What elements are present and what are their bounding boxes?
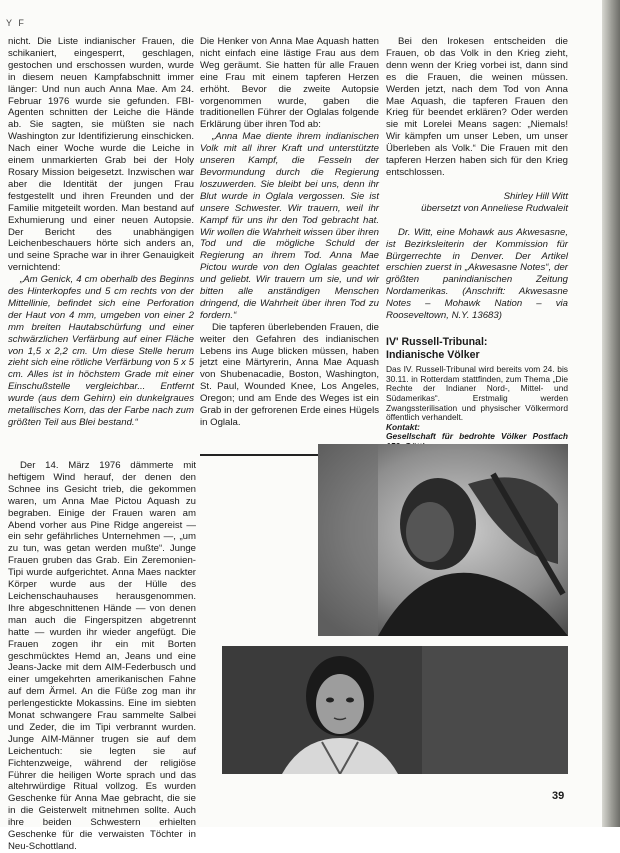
tribunal-box-text	[386, 365, 568, 451]
photo-singer	[318, 444, 568, 636]
column-1	[8, 36, 194, 429]
translator-credit: übersetzt von Anneliese Rudwaleit	[421, 202, 568, 214]
photo-singer-image	[318, 444, 568, 636]
column-2-paragraph: Die Henker von Anna Mae Aquash hatten nicht einfach eine lästige Frau aus dem Weg geräumt. Sie hatten für alle Frauen eine Frau mit einem tapferen Herzen erhöht. Bevor die zweite Autopsie vorgenommen wurde, gaben die traditionellen Führer der Oglalas folgende Erklärung über ihren Tod ab:	[200, 36, 379, 131]
oglala-statement-quote: „Anna Mae diente ihrem indianischen Volk mit all ihrer Kraft und unterstützte unseren Kampf, die Fesseln der Bevormundung durch die Regierung loszuwerden. Sie bleibt bei uns, denn ihr Blut wurde in Oglala vergossen. Sie ist unsere Schwester. Wir trauern, weil ihr Kampf für uns ihr den Tod gebracht hat. Wir wollen die Wahrheit wissen über ihren Tod und die mögliche Schuld der Regierung an ihrem Tod. Anna Mae Pictou wurde von den Oglalas geachtet und geliebt. Wir trauern um sie, und wir bitten alle anständigen Menschen dringend, die Wahrheit über ihren Tod zu fordern.“	[200, 131, 379, 321]
tribunal-box-title	[386, 336, 568, 361]
column-1-paragraph: nicht. Die Liste indianischer Frauen, die schikaniert, eingesperrt, geschlagen, gestochen und erschossen wurden, wurde in diesem neuen Kampfabschnitt immer länger: Und nun auch Anna Mae. Am 24. Februar 1976 wurde sie gefunden. FBI-Agenten schnitten der Leiche die Hände ab. Sie sagten, sie müßten sie nach Washington zur Identifizierung einschicken. Nach einer Woche wurde die Leiche in einem unmarkierten Grab bei der Holy Rosary Mission beigesetzt. Inzwischen war aber die Identität der jungen Frau festgestellt und ihren Freunden und der Familie mitgeteilt worden. Man bestand auf Exhumierung und einer neuen Autopsie. Der Bericht des unabhängigen Leichenbeschauers hörte sich anders an, und seine Sprache war in ihrer Genauigkeit vernichtend:	[8, 36, 194, 274]
page-edge-shadow	[602, 0, 620, 827]
tribunal-title-line-1: IV' Russell-Tribunal:	[386, 335, 488, 348]
author-note: Dr. Witt, eine Mohawk aus Akwesasne, ist Bezirksleiterin der Kommission für Bürgerrechte in Denver. Der Artikel erschien zuerst in „Akwesasne Notes“, der größten panindianischen Zeitung Nordamerikas. (Anschrift: Akwesasne Notes – Mohawk Nation – via Rooseveltown, N.Y. 13683)	[386, 226, 568, 322]
author-name: Shirley Hill Witt	[503, 190, 568, 202]
column-3-paragraph: Bei den Irokesen entscheiden die Frauen, ob das Volk in den Krieg zieht, denn wenn der Krieg vorbei ist, dann sind es die Frauen, die weinen müssen. Werden jetzt, nach dem Tod von Anna Mae Aquash, die tapferen Frauen den Krieg für beendet erklären? Oder werden sie mit Lorelei Means sagen: „Niemals! Wir kämpfen um unser Leben, um unser Überleben als Volk.“ Die Frauen mit den tapferen Herzen haben sich für den Krieg entschlossen.	[386, 36, 568, 178]
column-2-closing: Die tapferen überlebenden Frauen, die weiter den Gefahren des indianischen Lebens ins Auge blicken müssen, haben jetzt eine Märtyrerin, Anna Mae Aquash von Shubenacadie, Boston, Washington, St. Paul, Wounded Knee, Los Angeles, Oregon; und am Ende des Weges ist ein Grab in der gefrorenen Erde eines Hügels in Oglala.	[200, 321, 379, 428]
photo-portrait-image	[222, 646, 568, 774]
contact-address: Gesellschaft für bedrohte Völker Postfach	[386, 431, 568, 442]
tribunal-title-line-2: Indianische Völker	[386, 348, 480, 361]
contact-label: Kontakt:	[386, 421, 420, 432]
column-3	[386, 36, 568, 451]
column-1-bottom	[8, 460, 196, 853]
autopsy-quote: „Am Genick, 4 cm oberhalb des Beginns des Hinterkopfes und 5 cm rechts von der Mittellinie, befindet sich eine Perforation der Haut von 4 mm, umgeben von einer 2 mm breiten Hautabschürfung und einer schwärzlichen Verfärbung auf einer Fläche von 1,5 x 2,2 cm. Um diese Stelle herum zieht sich eine rötliche Verfärbung von 5 x 5 cm. Alles ist in höchstem Grade mit einer Einschußstelle vergleichbar... Entfernt wurde (aus dem Gehirn) ein dunkelgraues metallisches Korn, das der Farbe nach zum größten Teil aus Blei bestand.“	[8, 274, 194, 428]
burial-paragraph: Der 14. März 1976 dämmerte mit heftigem Wind herauf, der denen den Schnee ins Gesicht trieb, die gekommen waren, um Anna Mae Pictou Aquash zu begraben. Einige der Frauen waren am Abend vorher aus Pine Ridge angereist — ein sehr gefährliches Unternehmen —, „um zu tun, was getan werden mußte“. Junge Frauen gruben das Grab. Ein Zeremonien-Tipi wurde aufgerichtet. Anna Maes nackter Körper wurde aus der Hülle des Leichenschauhauses herausgenommen. Ihre abgeschnittenen Hände — von denen man auch die Fingerspitzen abgetrennt hatte — wurden ihr wieder angefügt. Die Frauen zogen ihr ein mit Borten geschmücktes Hemd an, Jeans und eine Jeans-Jacke mit dem AIM-Federbusch und einer umgekehrten amerikanischen Fahne auf dem Ärmel. An die Füße zog man ihr perlengestickte Mokassins. Eine im siebten Monat schwangere Frau sammelte Salbei und Zeder, die im Tipi verbrannt wurden. Junge AIM-Männer trugen sie auf dem Leichentuch: sie legten sie auf Fichtenzweige, während der religiöse Führer die heiligen Worte sprach und das altehrwürdige Ritual vollzog. Es wurden Geschenke für Anna Mae gebracht, die sie in die Geisterwelt mitnehmen sollte. Auch ihre beiden Schwestern erhielten Geschenke für die verwaisten Töchter in Neu-Schottland.	[8, 460, 196, 852]
tribunal-description: Das IV. Russell-Tribunal wird bereits vom 24. bis 30.11. in Rotterdam stattfinden, zum Thema „Die Rechte der Indianer Nord-, Mittel- und Südamerikas“. Erstmalig werden Zwangssterilisation und physischer Völkermord öffentlich verhandelt.	[386, 364, 568, 423]
column-2	[200, 36, 379, 429]
photo-portrait	[222, 646, 568, 774]
page-number: 39	[552, 790, 565, 802]
top-margin-mark: Y F	[6, 18, 26, 28]
